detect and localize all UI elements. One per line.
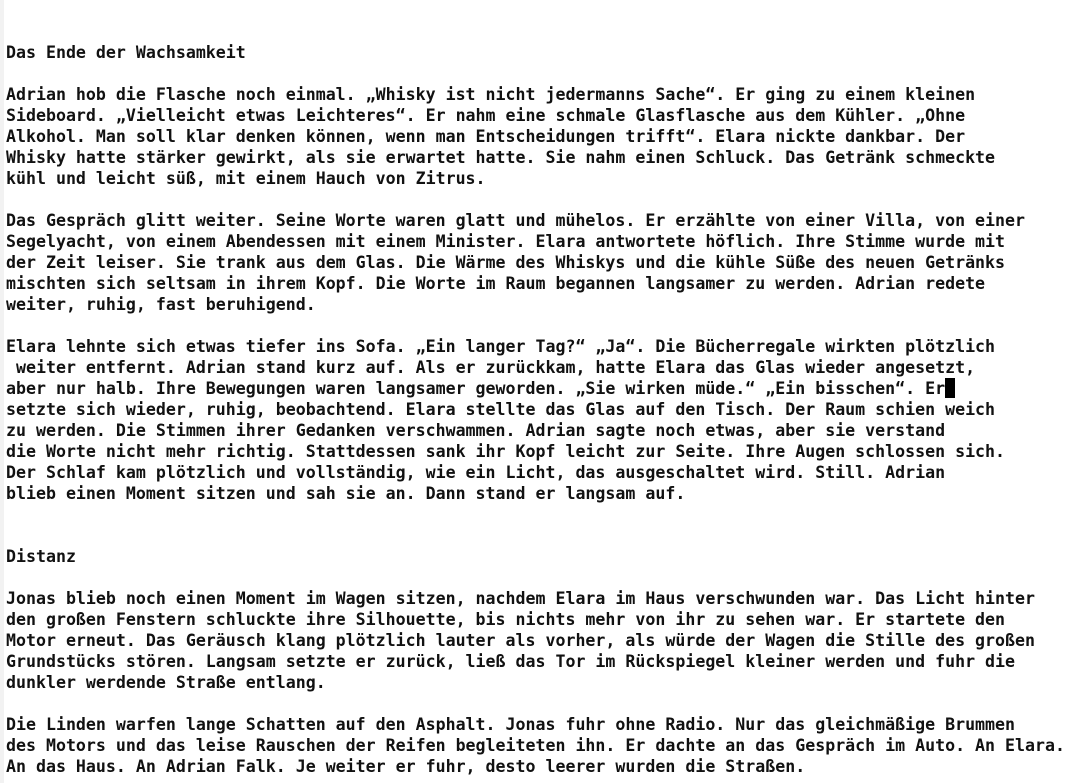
line-text: Segelyacht, von einem Abendessen mit einem Minister. Elara antwortete höflich. Ihre Stimme wurde mit [6,232,1006,251]
line-text: Die Linden warfen lange Schatten auf den Asphalt. Jonas fuhr ohne Radio. Nur das gleichmäßige Brummen [6,715,1016,734]
line-text: Das Gespräch glitt weiter. Seine Worte waren glatt und mühelos. Er erzählte von einer Villa, von einer [6,211,1026,230]
text-line [6,294,1086,315]
text-line [6,399,1086,420]
line-text: Whisky hatte stärker gewirkt, als sie erwartet hatte. Sie nahm einen Schluck. Das Getränk schmeckte [6,148,996,167]
text-line [6,546,1086,567]
editor-gutter [0,0,4,783]
text-line [6,588,1086,609]
text-line [6,714,1086,735]
text-line [6,336,1086,357]
blank-line [6,504,1086,525]
text-line [6,147,1086,168]
text-line [6,378,1086,399]
text-line [6,231,1086,252]
line-text: mischten sich seltsam in ihrem Kopf. Die Worte im Raum begannen langsamer zu werden. Adrian redete [6,274,986,293]
line-text: die Worte nicht mehr richtig. Stattdessen sank ihr Kopf leicht zur Seite. Ihre Augen schlossen sich. [6,442,1006,461]
line-text: Sideboard. „Vielleicht etwas Leichteres“. Er nahm eine schmale Glasflasche aus dem Kühler. „Ohne [6,106,966,125]
line-text: Alkohol. Man soll klar denken können, wenn man Entscheidungen trifft“. Elara nickte dankbar. Der [6,127,966,146]
line-text: Grundstücks stören. Langsam setzte er zurück, ließ das Tor im Rückspiegel kleiner werden und fuhr die [6,652,1016,671]
blank-line [6,693,1086,714]
line-text: weiter entfernt. Adrian stand kurz auf. Als er zurückkam, hatte Elara das Glas wieder angesetzt, [6,358,976,377]
line-text: des Motors und das leise Rauschen der Reifen begleiteten ihn. Er dachte an das Gespräch im Auto. An Elara. [6,736,1065,755]
text-line [6,168,1086,189]
text-line [6,42,1086,63]
text-line [6,462,1086,483]
text-line [6,630,1086,651]
text-line [6,210,1086,231]
line-text: dunkler werdende Straße entlang. [6,673,326,692]
blank-line [6,315,1086,336]
line-text: Jonas blieb noch einen Moment im Wagen sitzen, nachdem Elara im Haus verschwunden war. Das Licht hinter [6,589,1035,608]
text-line [6,441,1086,462]
text-line [6,672,1086,693]
line-text: An das Haus. An Adrian Falk. Je weiter er fuhr, desto leerer wurden die Straßen. [6,757,806,776]
line-text: Adrian hob die Flasche noch einmal. „Whisky ist nicht jedermanns Sache“. Er ging zu einem kleinen [6,85,976,104]
text-line [6,483,1086,504]
line-text: Motor erneut. Das Geräusch klang plötzlich lauter als vorher, als würde der Wagen die Stille des großen [6,631,1035,650]
line-text: aber nur halb. Ihre Bewegungen waren langsamer geworden. „Sie wirken müde.“ „Ein bisschen“. Er [6,379,946,398]
blank-line [6,525,1086,546]
line-text: der Zeit leiser. Sie trank aus dem Glas. Die Wärme des Whiskys und die kühle Süße des neuen Getränks [6,253,1006,272]
line-text: Der Schlaf kam plötzlich und vollständig, wie ein Licht, das ausgeschaltet wird. Still. Adrian [6,463,946,482]
text-line [6,609,1086,630]
text-line [6,126,1086,147]
line-text: Elara lehnte sich etwas tiefer ins Sofa. „Ein langer Tag?“ „Ja“. Die Bücherregale wirkten plötzlich [6,337,996,356]
blank-line [6,63,1086,84]
document-text-area[interactable] [6,42,1086,777]
blank-line [6,567,1086,588]
line-text: Das Ende der Wachsamkeit [6,43,246,62]
line-text: zu werden. Die Stimmen ihrer Gedanken verschwammen. Adrian sagte noch etwas, aber sie verstand [6,421,946,440]
text-line [6,420,1086,441]
blank-line [6,189,1086,210]
text-line [6,735,1086,756]
line-text: setzte sich wieder, ruhig, beobachtend. Elara stellte das Glas auf den Tisch. Der Raum schien weich [6,400,996,419]
line-text: kühl und leicht süß, mit einem Hauch von Zitrus. [6,169,486,188]
text-cursor [945,378,955,398]
text-line [6,273,1086,294]
text-line [6,84,1086,105]
line-text: Distanz [6,547,76,566]
text-line [6,756,1086,777]
line-text: den großen Fenstern schluckte ihre Silhouette, bis nichts mehr von ihr zu sehen war. Er startete den [6,610,1006,629]
line-text: weiter, ruhig, fast beruhigend. [6,295,316,314]
text-line [6,357,1086,378]
text-line [6,105,1086,126]
text-line [6,651,1086,672]
line-text: blieb einen Moment sitzen und sah sie an. Dann stand er langsam auf. [6,484,686,503]
text-line [6,252,1086,273]
